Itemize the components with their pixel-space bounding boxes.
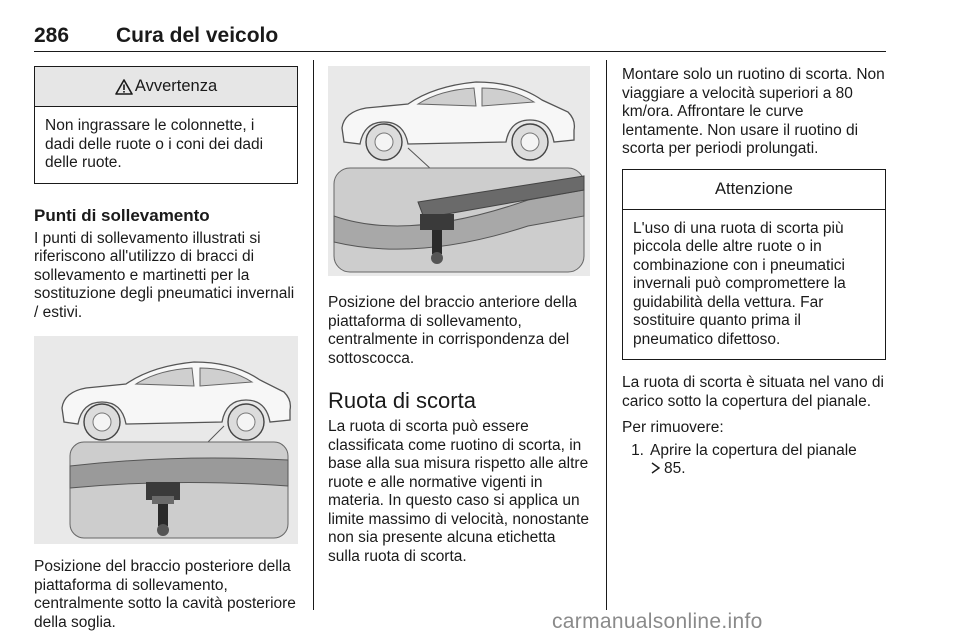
- list-item: [626, 442, 886, 479]
- attention-text: L'uso di una ruota di scorta più piccola delle altre ruote o in combinazione con i pneumatici invernali può compromettere la guidabilità della vettura. Far sostituire quanto prima il pneumatico difettoso.: [633, 219, 846, 348]
- warning-text: Non ingrassare le colonnette, i dadi delle ruote o i coni dei dadi delle ruote.: [45, 117, 264, 171]
- step-text-wrap: [650, 442, 857, 479]
- removal-steps: [622, 442, 886, 479]
- warning-triangle-icon: [115, 79, 133, 95]
- warning-header: [35, 67, 297, 107]
- rear-lift-caption: Posizione del braccio posteriore della piattaforma di sollevamento, centralmente sotto la cavità posteriore della soglia.: [34, 558, 296, 631]
- column-right: [622, 66, 886, 479]
- temporary-spare-paragraph: Montare solo un ruotino di scorta. Non viaggiare a velocità superiori a 80 km/ora. Affrontare le curve lentamente. Non usare il ruotino di scorta per periodi prolungati.: [622, 66, 885, 157]
- column-left: [34, 66, 298, 632]
- spare-wheel-paragraph: La ruota di scorta può essere classificata come ruotino di scorta, in base alla sua misura rispetto alle altre ruote e alle normative vigenti in materia. In questo caso si applica un limite massimo di velocità, nonostante non sia presente alcuna etichetta sulla ruota di scorta.: [328, 418, 590, 565]
- column-middle: [328, 66, 590, 566]
- spare-location-paragraph: La ruota di scorta è situata nel vano di carico sotto la copertura del pianale.: [622, 374, 884, 410]
- page-reference-link[interactable]: 85.: [664, 460, 686, 477]
- attention-header: [623, 170, 885, 210]
- front-lift-point-illustration: [328, 66, 590, 276]
- warning-title: Avvertenza: [134, 77, 218, 95]
- step-text: Aprire la copertura del pianale: [650, 441, 857, 459]
- watermark: carmanualsonline.info: [552, 610, 763, 633]
- section-title-lifting-points: Punti di sollevamento: [34, 205, 210, 225]
- front-lift-caption: Posizione del braccio anteriore della piattaforma di sollevamento, centralmente in corrispondenza del sottoscocca.: [328, 294, 578, 367]
- warning-box: [34, 66, 298, 184]
- lifting-points-paragraph: I punti di sollevamento illustrati si riferiscono all'utilizzo di bracci di sollevamento e martinetti per la sostituzione degli pneumatici invernali / estivi.: [34, 229, 295, 321]
- page-reference-arrow-icon: [650, 462, 661, 474]
- page-header: [34, 22, 886, 52]
- page-number: 286: [34, 24, 70, 47]
- attention-title: Attenzione: [715, 179, 793, 198]
- attention-box: [622, 169, 886, 361]
- rear-lift-point-illustration: [34, 336, 298, 544]
- column-divider: [606, 60, 607, 610]
- removal-intro: Per rimuovere:: [622, 419, 724, 436]
- heading-spare-wheel: Ruota di scorta: [328, 388, 476, 413]
- column-divider: [313, 60, 314, 610]
- step-number: 1.: [631, 441, 644, 459]
- page-title: Cura del veicolo: [116, 24, 279, 47]
